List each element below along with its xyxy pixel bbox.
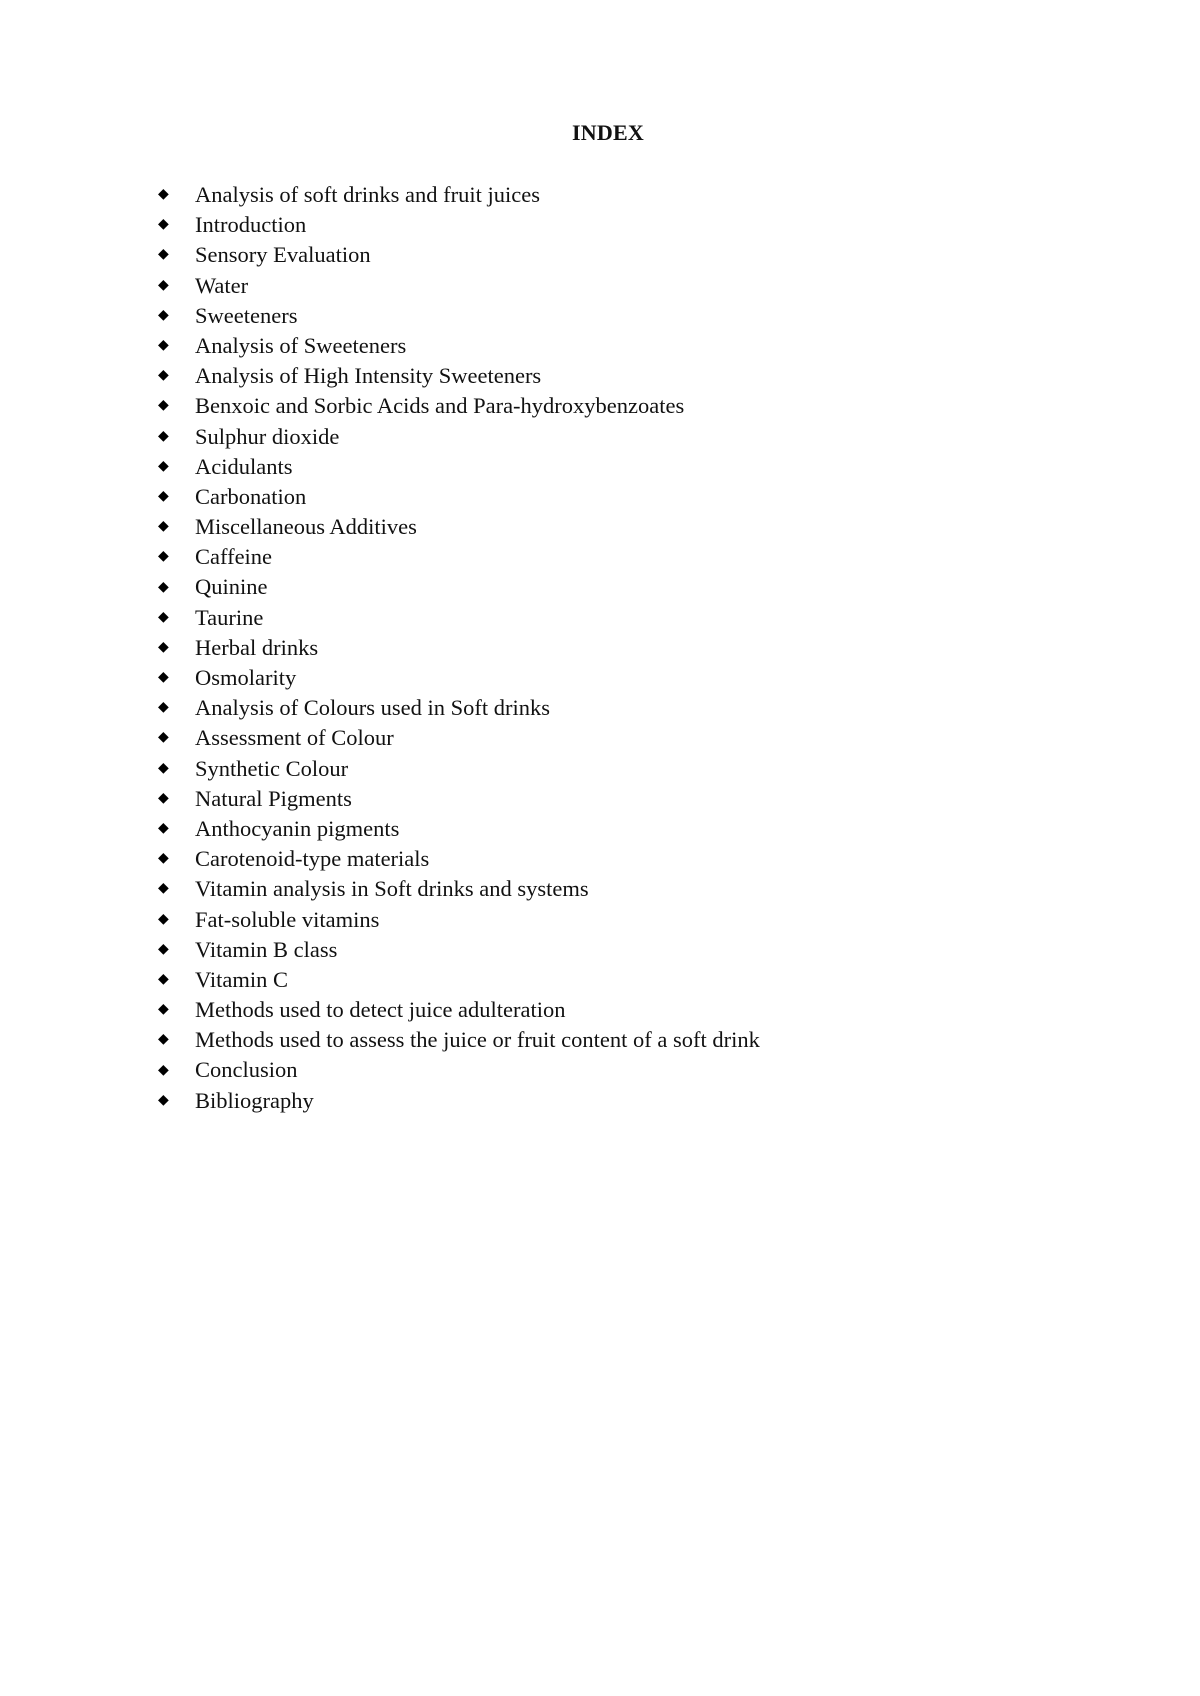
black-diamond-icon: ◆ [158, 428, 169, 444]
index-item-label: Natural Pigments [195, 785, 352, 811]
index-list-item [158, 814, 760, 844]
black-diamond-icon: ◆ [158, 609, 169, 625]
index-item-label: Analysis of High Intensity Sweeteners [195, 363, 542, 389]
index-item-label: Conclusion [195, 1057, 298, 1083]
index-item-label: Synthetic Colour [195, 755, 349, 781]
index-item-label: Acidulants [195, 453, 293, 479]
black-diamond-icon: ◆ [158, 1062, 169, 1078]
black-diamond-icon: ◆ [158, 187, 169, 203]
index-item-label: Taurine [195, 604, 264, 630]
black-diamond-icon: ◆ [158, 700, 169, 716]
index-list-item [158, 331, 760, 361]
black-diamond-icon: ◆ [158, 851, 169, 867]
black-diamond-icon: ◆ [158, 911, 169, 927]
black-diamond-icon: ◆ [158, 549, 169, 565]
black-diamond-icon: ◆ [158, 1002, 169, 1018]
index-list-item [158, 723, 760, 753]
index-item-label: Introduction [195, 212, 307, 238]
index-list-item [158, 965, 760, 995]
black-diamond-icon: ◆ [158, 307, 169, 323]
index-list-item [158, 572, 760, 602]
index-item-label: Osmolarity [195, 665, 297, 690]
index-item-label: Carotenoid-type materials [195, 846, 430, 872]
black-diamond-icon: ◆ [158, 338, 169, 354]
black-diamond-icon: ◆ [158, 670, 169, 686]
index-list-item [158, 1055, 760, 1085]
index-item-label: Analysis of soft drinks and fruit juices [195, 182, 540, 207]
index-list-item [158, 995, 760, 1025]
index-item-label: Sulphur dioxide [195, 423, 340, 449]
index-item-label: Vitamin B class [195, 936, 338, 962]
index-item-label: Vitamin analysis in Soft drinks and systems [195, 876, 589, 902]
index-item-label: Bibliography [195, 1087, 314, 1113]
index-list-item [158, 754, 760, 784]
index-list-item [158, 905, 760, 935]
index-item-label: Sensory Evaluation [195, 242, 371, 268]
index-item-label: Analysis of Sweeteners [195, 332, 407, 358]
black-diamond-icon: ◆ [158, 1092, 169, 1108]
index-list-item [158, 422, 760, 452]
black-diamond-icon: ◆ [158, 941, 169, 957]
index-list-item [158, 693, 760, 723]
black-diamond-icon: ◆ [158, 971, 169, 987]
black-diamond-icon: ◆ [158, 488, 169, 504]
black-diamond-icon: ◆ [158, 881, 169, 897]
index-list-item [158, 784, 760, 814]
index-item-label: Caffeine [195, 544, 273, 570]
index-list-item [158, 452, 760, 482]
index-list-item [158, 603, 760, 633]
index-item-label: Methods used to assess the juice or fruit content of a soft drink [195, 1027, 760, 1053]
index-item-label: Analysis of Colours used in Soft drinks [195, 695, 551, 721]
index-item-label: Vitamin C [195, 966, 289, 992]
index-title: INDEX [572, 120, 644, 145]
index-item-label: Fat-soluble vitamins [195, 906, 380, 932]
index-list-item [158, 633, 760, 663]
black-diamond-icon: ◆ [158, 639, 169, 655]
index-item-label: Anthocyanin pigments [195, 815, 400, 841]
index-list-item [158, 180, 760, 210]
black-diamond-icon: ◆ [158, 821, 169, 837]
index-list [158, 180, 760, 1116]
black-diamond-icon: ◆ [158, 247, 169, 263]
black-diamond-icon: ◆ [158, 398, 169, 414]
black-diamond-icon: ◆ [158, 458, 169, 474]
index-list-item [158, 874, 760, 904]
index-list-item [158, 844, 760, 874]
index-list-item [158, 935, 760, 965]
black-diamond-icon: ◆ [158, 579, 169, 595]
index-item-label: Methods used to detect juice adulteration [195, 997, 566, 1023]
index-item-label: Assessment of Colour [195, 725, 394, 751]
index-item-label: Herbal drinks [195, 634, 319, 660]
index-list-item [158, 391, 760, 421]
black-diamond-icon: ◆ [158, 368, 169, 384]
index-list-item [158, 542, 760, 572]
index-list-item [158, 1086, 760, 1116]
index-item-label: Sweeteners [195, 302, 298, 328]
index-list-item [158, 271, 760, 301]
index-list-item [158, 240, 760, 270]
black-diamond-icon: ◆ [158, 277, 169, 293]
index-list-item [158, 512, 760, 542]
index-item-label: Miscellaneous Additives [195, 514, 417, 540]
index-list-item [158, 482, 760, 512]
black-diamond-icon: ◆ [158, 790, 169, 806]
index-list-item [158, 361, 760, 391]
black-diamond-icon: ◆ [158, 760, 169, 776]
black-diamond-icon: ◆ [158, 519, 169, 535]
index-item-label: Carbonation [195, 483, 307, 509]
index-item-label: Quinine [195, 574, 268, 600]
index-list-item [158, 301, 760, 331]
index-item-label: Benxoic and Sorbic Acids and Para-hydroxybenzoates [195, 393, 685, 419]
index-list-item [158, 663, 760, 693]
index-list-item [158, 210, 760, 240]
black-diamond-icon: ◆ [158, 730, 169, 746]
index-list-item [158, 1025, 760, 1055]
index-item-label: Water [195, 272, 249, 298]
black-diamond-icon: ◆ [158, 1032, 169, 1048]
black-diamond-icon: ◆ [158, 217, 169, 233]
